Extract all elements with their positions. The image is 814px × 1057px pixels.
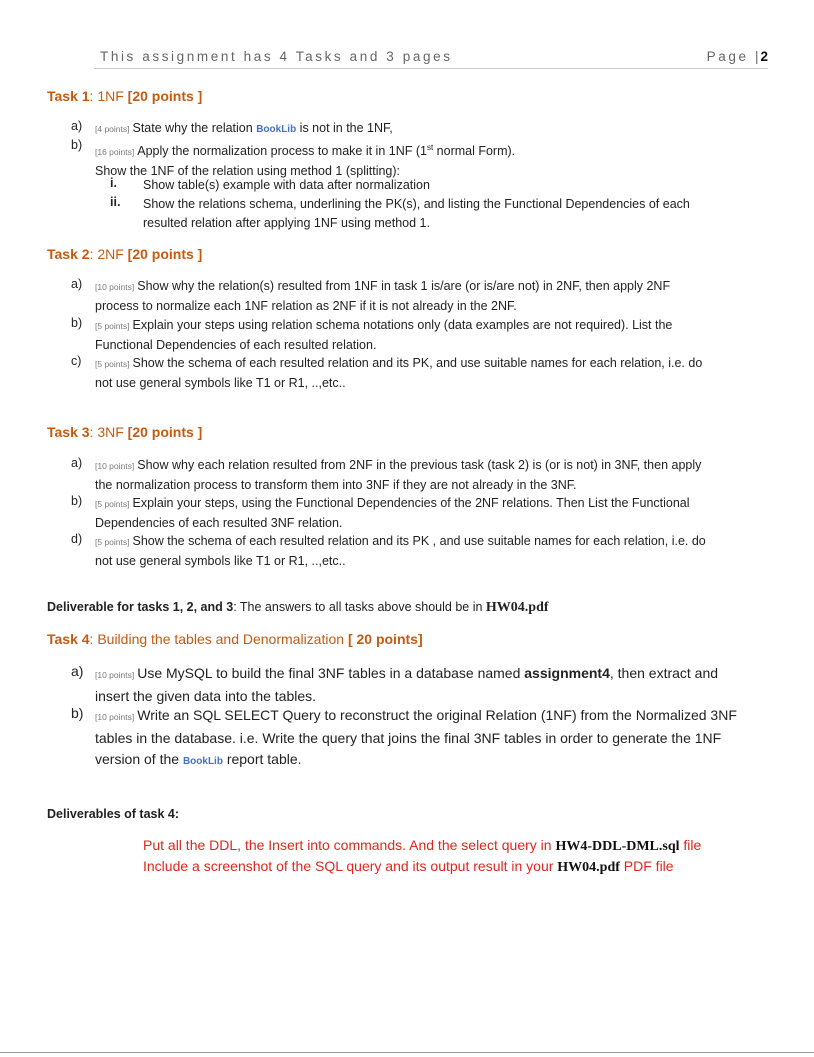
task2-c-marker: c) [71,354,82,368]
task3-d-marker: d) [71,532,83,546]
task2-a-text: [10 points] Show why the relation(s) resulted from 1NF in task 1 is/are (or is/are not) in 2NF, then apply 2NF process to normalize each 1NF relation as 2NF if it is not already in the 2NF. [95,279,671,313]
task1-ii-text: Show the relations schema, underlining the PK(s), and listing the Functional Dependencies of each resulted relation after applying 1NF using method 1. [143,197,690,230]
page-header [94,48,768,69]
task2-b-marker: b) [71,316,83,330]
page-num: 2 [760,49,768,64]
task1-i-text: Show table(s) example with data after normalization [143,178,430,192]
task2-heading: Task 2: 2NF [20 points ] [47,246,203,262]
deliverable-tasks-1-3: Deliverable for tasks 1, 2, and 3: The answers to all tasks above should be in HW04.pdf [47,600,549,615]
deliverable-task-4-title: Deliverables of task 4: [47,807,180,821]
task4-b-text: [10 points] Write an SQL SELECT Query to reconstruct the original Relation (1NF) from the Normalized 3NF tables in the database. i.e. Write the query that joins the final 3NF tables in order to generate the 1NF version of the BookLib report table. [95,707,737,767]
task3-b-text: [5 points] Explain your steps, using the Functional Dependencies of the 2NF relations. Then List the Functional Dependencies of each resulted 3NF relation. [95,496,690,530]
task3-d-text: [5 points] Show the schema of each resulted relation and its PK , and use suitable names for each relation, i.e. do not use general symbols like T1 or R1, ..,etc.. [95,534,706,568]
task1-b-text: [16 points] Apply the normalization process to make it in 1NF (1st normal Form). Show the 1NF of the relation using method 1 (splitting): [95,143,516,179]
task4-a-text: [10 points] Use MySQL to build the final 3NF tables in a database named assignment4, then extract and insert the given data into the tables. [95,665,719,704]
task4-heading: Task 4: Building the tables and Denormalization [ 20 points] [47,631,423,647]
page-word: Page [706,49,749,64]
page-separator: | [754,49,759,64]
deliverable-task-4-line2: Include a screenshot of the SQL query and its output result in your HW04.pdf PDF file [143,858,674,875]
task3-a-marker: a) [71,456,83,470]
task4-a-marker: a) [71,663,84,679]
task4-b-marker: b) [71,705,84,721]
task1-b-marker: b) [71,138,83,152]
deliverable-task-4-line1: Put all the DDL, the Insert into commands. And the select query in HW4-DDL-DML.sql file [143,837,702,854]
task2-b-text: [5 points] Explain your steps using relation schema notations only (data examples are not required). List the Functional Dependencies of each resulted relation. [95,318,673,352]
task3-heading: Task 3: 3NF [20 points ] [47,424,203,440]
task1-heading: Task 1: 1NF [20 points ] [47,88,203,104]
header-title: This assignment has 4 Tasks and 3 pages [100,49,453,64]
task1-ii-marker: ii. [110,195,121,209]
task1-a-text: [4 points] State why the relation BookLib is not in the 1NF, [95,121,393,135]
task1-i-marker: i. [110,176,117,190]
task2-c-text: [5 points] Show the schema of each resulted relation and its PK, and use suitable names for each relation, i.e. do not use general symbols like T1 or R1, ..,etc.. [95,356,703,390]
task1-a-marker: a) [71,119,83,133]
task2-a-marker: a) [71,277,83,291]
bottom-divider [0,1052,814,1053]
page-number [707,49,768,64]
task3-a-text: [10 points] Show why each relation resulted from 2NF in the previous task (task 2) is (or is not) in 3NF, then apply the normalization process to transform them into 3NF if they are not already in the 3NF. [95,458,702,492]
task3-b-marker: b) [71,494,83,508]
